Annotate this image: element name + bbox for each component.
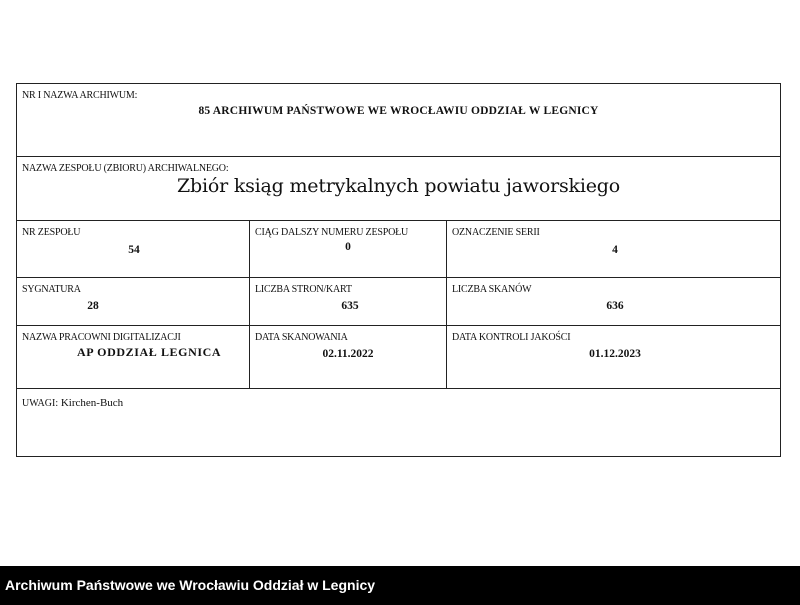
row-digitization xyxy=(17,326,780,389)
archive-label: NR I NAZWA ARCHIWUM: xyxy=(22,90,138,101)
cell-digitization-studio xyxy=(17,326,249,388)
cell-scans-count xyxy=(446,278,782,325)
quality-check-date-label: DATA KONTROLI JAKOŚCI xyxy=(452,332,571,343)
pages-count-value: 635 xyxy=(341,300,359,312)
cell-archive xyxy=(17,84,780,156)
signature-value: 28 xyxy=(87,300,99,312)
footer-caption: Archiwum Państwowe we Wrocławiu Oddział w Legnicy xyxy=(5,577,376,593)
footer-caption-bar xyxy=(0,566,800,605)
fond-number-continuation-value: 0 xyxy=(345,241,351,253)
digitization-studio-label: NAZWA PRACOWNI DIGITALIZACJI xyxy=(22,332,181,343)
series-designation-label: OZNACZENIE SERII xyxy=(452,227,540,238)
cell-quality-check-date xyxy=(446,326,782,388)
row-counts xyxy=(17,278,780,326)
row-archive xyxy=(17,84,780,157)
cell-remarks xyxy=(17,389,780,458)
fond-name-label: NAZWA ZESPOŁU (ZBIORU) ARCHIWALNEGO: xyxy=(22,163,229,174)
row-fond-identifiers xyxy=(17,221,780,278)
scan-date-label: DATA SKANOWANIA xyxy=(255,332,348,343)
cell-fond-number-continuation xyxy=(249,221,446,277)
scans-count-label: LICZBA SKANÓW xyxy=(452,284,532,295)
metadata-sheet xyxy=(16,83,781,457)
digitization-studio-value: AP ODDZIAŁ LEGNICA xyxy=(77,345,222,359)
scan-date-value: 02.11.2022 xyxy=(322,348,374,360)
cell-signature xyxy=(17,278,249,325)
pages-count-label: LICZBA STRON/KART xyxy=(255,284,352,295)
remarks xyxy=(22,397,123,409)
archive-value: 85 ARCHIWUM PAŃSTWOWE WE WROCŁAWIU ODDZIAŁ W LEGNICY xyxy=(198,105,599,117)
cell-fond-number xyxy=(17,221,249,277)
cell-fond-name xyxy=(17,157,780,220)
quality-check-date-value: 01.12.2023 xyxy=(589,348,641,360)
remarks-value: Kirchen-Buch xyxy=(60,397,124,409)
signature-label: SYGNATURA xyxy=(22,284,81,295)
fond-number-continuation-label: CIĄG DALSZY NUMERU ZESPOŁU xyxy=(255,227,409,238)
fond-name-value: Zbiór ksiąg metrykalnych powiatu jaworskiego xyxy=(177,175,620,197)
fond-number-value: 54 xyxy=(128,244,140,256)
fond-number-label: NR ZESPOŁU xyxy=(22,227,81,238)
row-remarks xyxy=(17,389,780,458)
scans-count-value: 636 xyxy=(606,300,624,312)
row-fond-name xyxy=(17,157,780,221)
cell-pages-count xyxy=(249,278,446,325)
series-designation-value: 4 xyxy=(612,244,618,256)
cell-scan-date xyxy=(249,326,446,388)
remarks-label: UWAGI: xyxy=(22,398,59,409)
cell-series-designation xyxy=(446,221,782,277)
